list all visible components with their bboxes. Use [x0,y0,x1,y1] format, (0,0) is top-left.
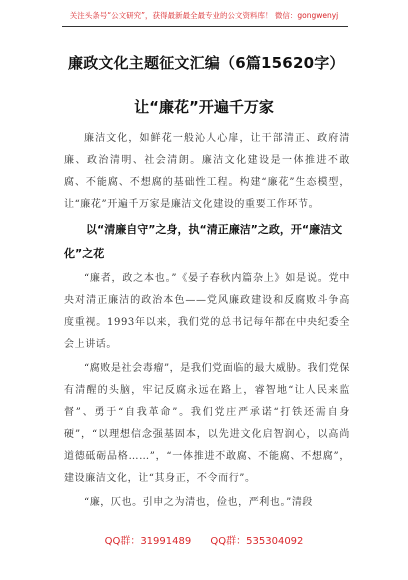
footer-qq-group-2: QQ群：535304092 [210,536,304,547]
paragraph: “廉者，政之本也。”《晏子春秋内篇杂上》如是说。党中央对清正廉洁的政治本色——党风廉政建设和反腐败斗争高度重视。1993年以来，我们党的总书记每年都在中央纪委全会上讲话。 [64,273,350,350]
section-subheading: 以“清廉自守”之身，执“清正廉洁”之政，开“廉洁文化”之花 [64,223,343,260]
document-title: 廉政文化主题征文汇编（6篇15620字） [68,54,345,72]
header-divider [62,26,348,27]
article-title: 让“廉花”开遍千万家 [134,98,274,116]
document-body [64,128,350,516]
header-banner: 关注头条号“公文研究”，获得最新最全最专业的公文资料库！ 微信：gongwenyj [69,11,339,20]
paragraph: 廉洁文化，如鲜花一般沁人心扉，让干部清正、政府清廉、政治清明、社会清朗。廉洁文化建设是一体推进不敢腐、不能腐、不想腐的基础性工程。构建“廉花”生态模型，让“廉花”开遍千万家是廉洁文化建设的重要工作环节。 [64,133,350,210]
footer-qq-group-1: QQ群：31991489 [104,536,192,547]
paragraph: “腐败是社会毒瘤”，是我们党面临的最大威胁。我们党保有清醒的头脑，牢记反腐永远在路上，睿智地“让人民来监督”、勇于“自我革命”。我们党庄严承诺“打铁还需自身硬”，“以理想信念强基固本，以先进文化启智润心，以高尚道德砥砺品格……”，“一体推进不敢腐、不能腐、不想腐”，建设廉洁文化，让“其身正，不令而行”。 [64,363,350,484]
paragraph: “廉，仄也。引申之为清也，俭也，严利也。”清段 [84,497,314,508]
footer [0,532,408,547]
